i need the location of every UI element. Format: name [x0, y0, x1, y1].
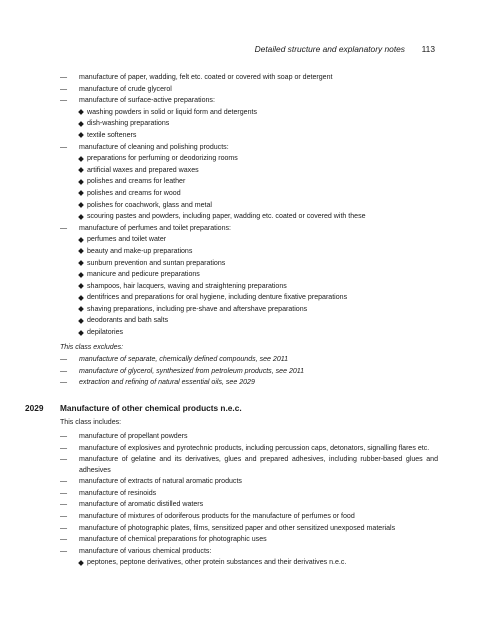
excludes-heading: This class excludes:	[60, 344, 124, 352]
running-title: Detailed structure and explanatory notes	[254, 44, 405, 54]
previous-class-continuation	[60, 73, 438, 388]
list-item: — manufacture of various chemical products:	[60, 547, 438, 557]
sub-list-item: dish-washing preparations	[60, 119, 438, 129]
page-number: 113	[421, 44, 435, 54]
list-item: — manufacture of extracts of natural aromatic products	[60, 477, 438, 487]
sub-list-item: dentifrices and preparations for oral hygiene, including denture fixative preparations	[60, 293, 438, 303]
page-header	[60, 44, 435, 58]
list-item: — manufacture of aromatic distilled waters	[60, 500, 438, 510]
exclusion-item: — manufacture of separate, chemically defined compounds, see 2011	[60, 355, 438, 365]
sub-list-item: peptones, peptone derivatives, other protein substances and their derivatives n.e.c.	[60, 558, 438, 568]
sub-list-item: shampoos, hair lacquers, waving and straightening preparations	[60, 282, 438, 292]
sub-list-item: beauty and make-up preparations	[60, 247, 438, 257]
exclusion-item: — extraction and refining of natural essential oils, see 2029	[60, 378, 438, 388]
class-code: 2029	[25, 403, 44, 414]
includes-heading: This class includes:	[60, 419, 122, 427]
sub-list-item: deodorants and bath salts	[60, 316, 438, 326]
class-title: Manufacture of other chemical products n.e.c.	[60, 403, 242, 414]
list-item: — manufacture of paper, wadding, felt etc. coated or covered with soap or detergent	[60, 73, 438, 83]
sub-list-item: sunburn prevention and suntan preparations	[60, 259, 438, 269]
sub-list-item: scouring pastes and powders, including paper, wadding etc. coated or covered with these	[60, 212, 438, 222]
list-item: — manufacture of explosives and pyrotechnic products, including percussion caps, detonators, signalling flares etc.	[60, 444, 438, 454]
list-item: — manufacture of surface-active preparations:	[60, 96, 438, 106]
list-item: — manufacture of resinoids	[60, 489, 438, 499]
sub-list-item: polishes and creams for leather	[60, 177, 438, 187]
sub-list-item: textile softeners	[60, 131, 438, 141]
list-item: — manufacture of photographic plates, films, sensitized paper and other sensitized unexposed materials	[60, 524, 438, 534]
sub-list-item: artificial waxes and prepared waxes	[60, 166, 438, 176]
list-item: — manufacture of mixtures of odoriferous products for the manufacture of perfumes or food	[60, 512, 438, 522]
list-item: — manufacture of crude glycerol	[60, 85, 438, 95]
class-section-2029	[25, 403, 438, 568]
page-body	[25, 73, 438, 570]
list-item: — manufacture of propellant powders	[60, 432, 438, 442]
list-item: — manufacture of perfumes and toilet preparations:	[60, 224, 438, 234]
sub-list-item: perfumes and toilet water	[60, 235, 438, 245]
sub-list-item: washing powders in solid or liquid form and detergents	[60, 108, 438, 118]
list-item: — manufacture of chemical preparations for photographic uses	[60, 535, 438, 545]
list-item: — manufacture of gelatine and its derivatives, glues and prepared adhesives, including rubber-based glues and adhesives	[60, 455, 438, 475]
sub-list-item: manicure and pedicure preparations	[60, 270, 438, 280]
sub-list-item: preparations for perfuming or deodorizing rooms	[60, 154, 438, 164]
sub-list-item: polishes and creams for wood	[60, 189, 438, 199]
exclusion-item: — manufacture of glycerol, synthesized from petroleum products, see 2011	[60, 367, 438, 377]
sub-list-item: shaving preparations, including pre-shave and aftershave preparations	[60, 305, 438, 315]
list-item: — manufacture of cleaning and polishing products:	[60, 143, 438, 153]
sub-list-item: polishes for coachwork, glass and metal	[60, 201, 438, 211]
sub-list-item: depilatories	[60, 328, 438, 338]
